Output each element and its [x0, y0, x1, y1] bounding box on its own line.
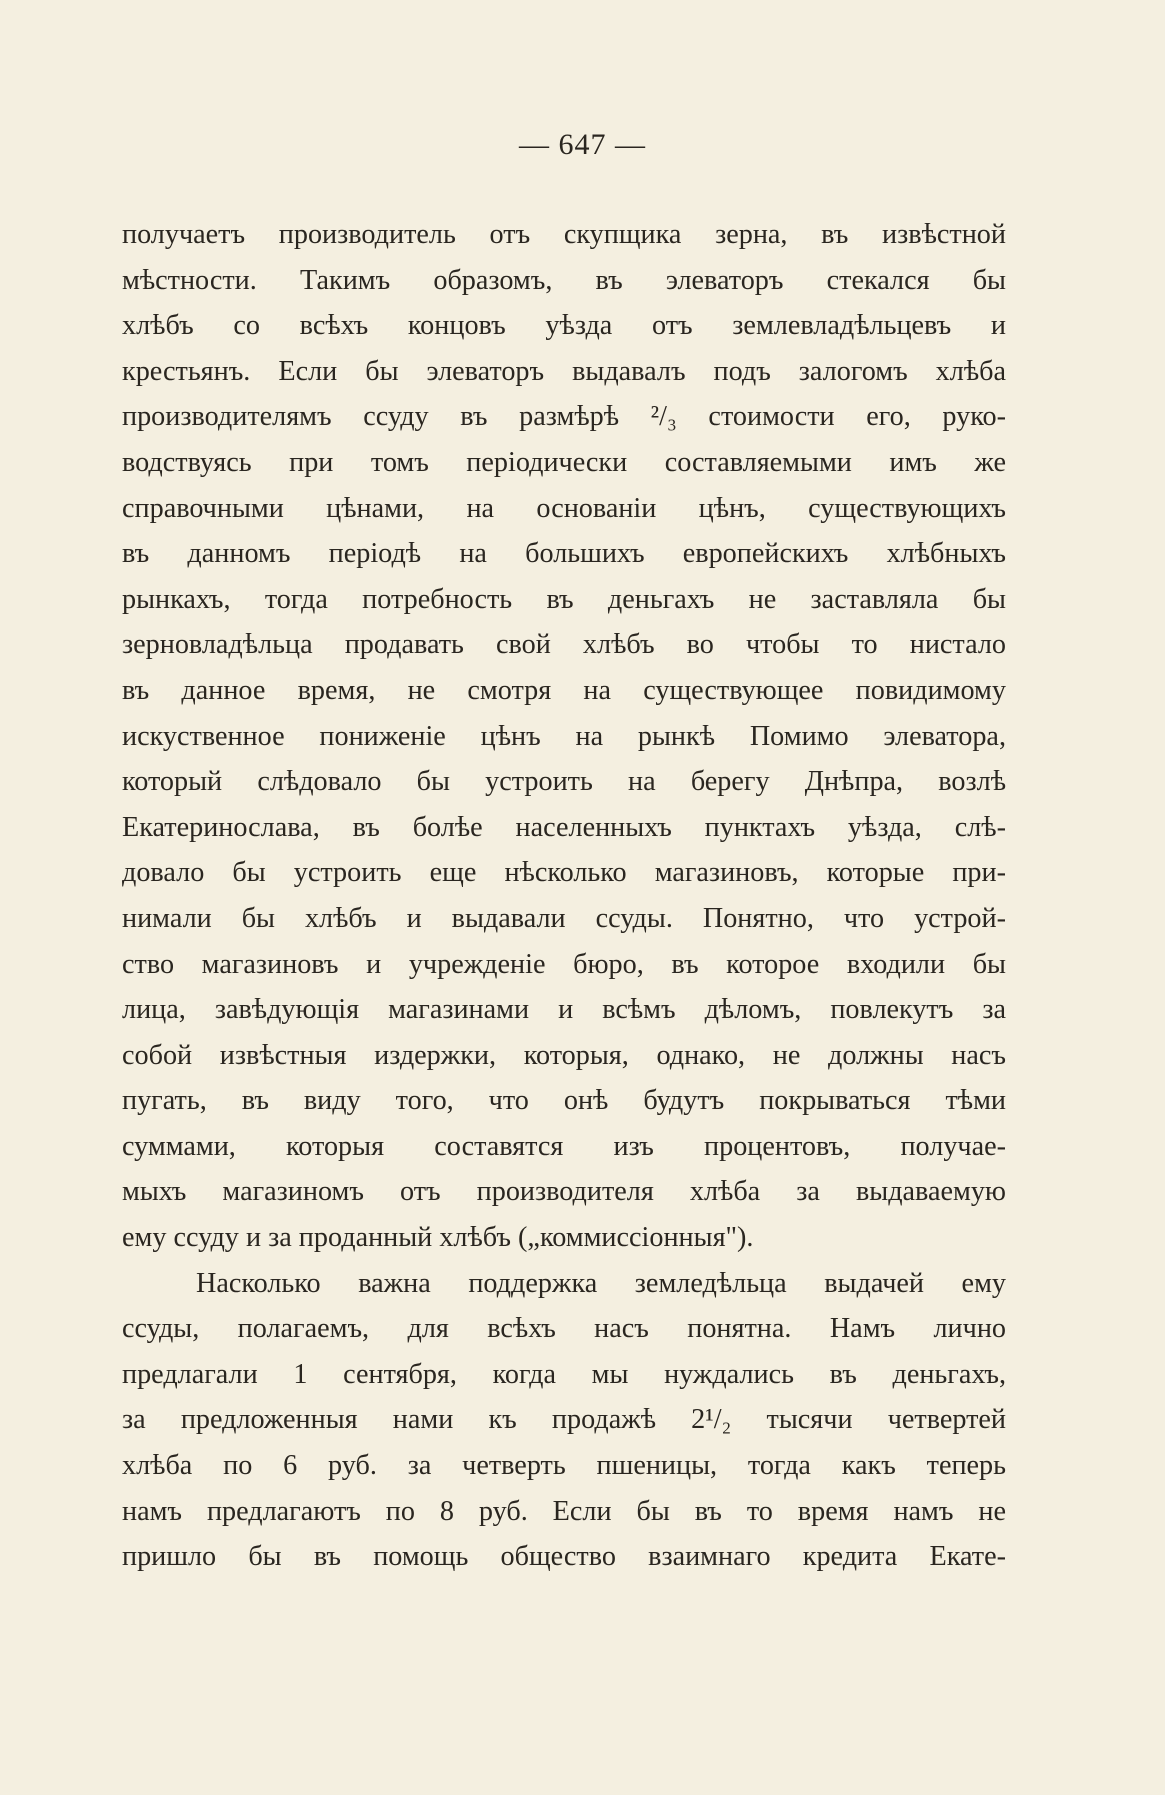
text-line: намъ предлагаютъ по 8 руб. Если бы въ то время намъ не: [122, 1495, 1006, 1527]
text-line: искуственное пониженіе цѣнъ на рынкѣ Помимо элеватора,: [122, 720, 1006, 752]
text-line: хлѣбъ со всѣхъ концовъ уѣзда отъ землевладѣльцевъ и: [122, 310, 1006, 342]
text-line: довало бы устроить еще нѣсколько магазиновъ, которые при-: [122, 857, 1006, 889]
page-number: — 647 —: [519, 128, 646, 161]
text-line: предлагали 1 сентября, когда мы нуждались въ деньгахъ,: [122, 1358, 1006, 1390]
text-line: суммами, которыя составятся изъ процентовъ, получае-: [122, 1130, 1006, 1162]
paragraph-1: [122, 212, 1006, 1261]
body-text: [122, 212, 1006, 1580]
text-line: за предложенныя нами къ продажѣ 2¹/₂ тысячи четвертей: [122, 1404, 1006, 1436]
text-line: въ данномъ періодѣ на большихъ европейскихъ хлѣбныхъ: [122, 538, 1006, 570]
text-line: который слѣдовало бы устроить на берегу Днѣпра, возлѣ: [122, 766, 1006, 798]
text-line: въ данное время, не смотря на существующее повидимому: [122, 674, 1006, 706]
paragraph-2: [122, 1261, 1006, 1580]
text-line: производителямъ ссуду въ размѣрѣ ²/₃ стоимости его, руко-: [122, 401, 1006, 433]
text-line: Насколько важна поддержка земледѣльца выдачей ему: [196, 1267, 1006, 1299]
text-line: мѣстности. Такимъ образомъ, въ элеваторъ стекался бы: [122, 264, 1006, 296]
text-line: пугать, въ виду того, что онѣ будутъ покрываться тѣми: [122, 1085, 1006, 1117]
text-line: справочными цѣнами, на основаніи цѣнъ, существующихъ: [122, 492, 1006, 524]
text-line: мыхъ магазиномъ отъ производителя хлѣба за выдаваемую: [122, 1176, 1006, 1208]
text-line: Екатеринослава, въ болѣе населенныхъ пунктахъ уѣзда, слѣ-: [122, 811, 1006, 843]
text-line: хлѣба по 6 руб. за четверть пшеницы, тогда какъ теперь: [122, 1450, 1006, 1482]
text-line: пришло бы въ помощь общество взаимнаго кредита Екате-: [122, 1541, 1006, 1573]
text-line: лица, завѣдующія магазинами и всѣмъ дѣломъ, повлекутъ за: [122, 994, 1006, 1026]
text-line: крестьянъ. Если бы элеваторъ выдавалъ подъ залогомъ хлѣба: [122, 355, 1006, 387]
text-line: водствуясь при томъ періодически составляемыми имъ же: [122, 446, 1006, 478]
text-line: ему ссуду и за проданный хлѣбъ („коммиссіонныя").: [122, 1222, 754, 1254]
text-line: ство магазиновъ и учрежденіе бюро, въ которое входили бы: [122, 948, 1006, 980]
text-line: получаетъ производитель отъ скупщика зерна, въ извѣстной: [122, 219, 1006, 250]
text-line: ссуды, полагаемъ, для всѣхъ насъ понятна. Намъ лично: [122, 1313, 1006, 1345]
text-line: нимали бы хлѣбъ и выдавали ссуды. Понятно, что устрой-: [122, 902, 1006, 934]
text-line: собой извѣстныя издержки, которыя, однако, не должны насъ: [122, 1039, 1006, 1071]
text-line: зерновладѣльца продавать свой хлѣбъ во чтобы то нистало: [122, 629, 1006, 661]
text-line: рынкахъ, тогда потребность въ деньгахъ не заставляла бы: [122, 583, 1006, 615]
